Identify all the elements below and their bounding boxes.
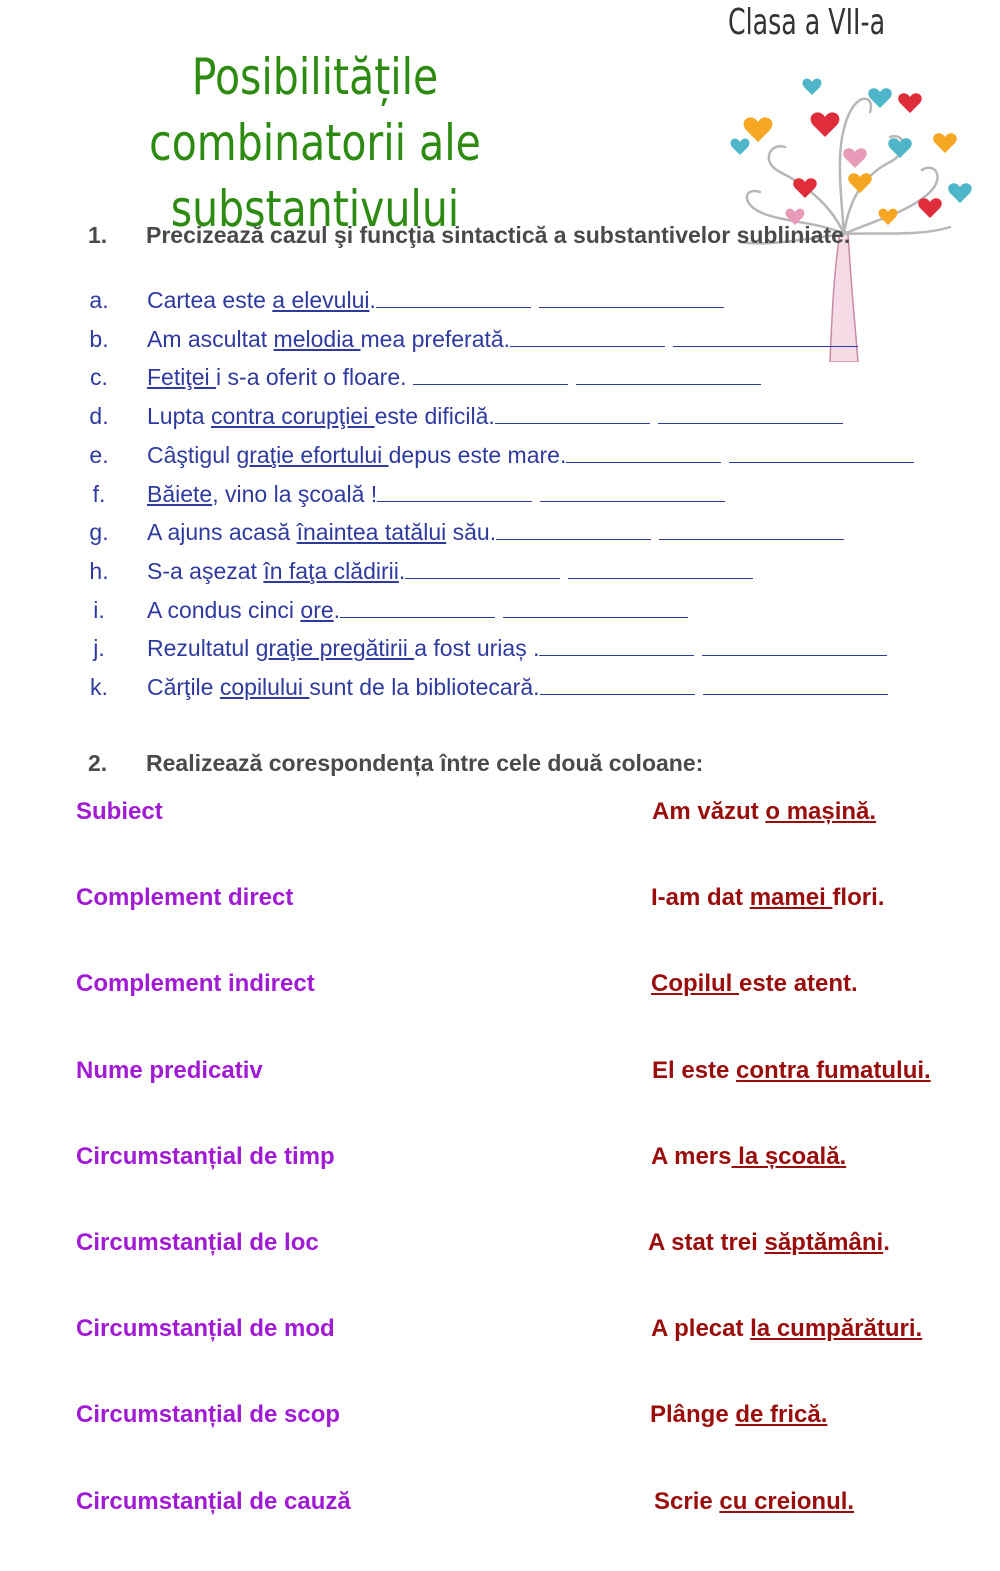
item-letter: b. <box>89 325 109 352</box>
item-letter: k. <box>90 674 108 700</box>
answer-blank-case[interactable] <box>539 635 694 656</box>
answer-blank-case[interactable] <box>340 597 495 618</box>
underlined-part: Copilul <box>651 970 739 998</box>
sentence-text: flori. <box>832 884 885 912</box>
item-sentence <box>147 591 688 629</box>
answer-blank-case[interactable] <box>540 674 695 695</box>
sentence-text: . <box>398 557 406 584</box>
answer-blank-case[interactable] <box>566 442 721 463</box>
title-line-1: Posibilitățile combinatorii ale <box>149 48 481 172</box>
sentence-text: mea preferată. <box>360 325 511 352</box>
answer-blank-function[interactable] <box>568 558 753 579</box>
sentence-text: S-a aşezat <box>147 557 264 584</box>
exercise-1-text: Precizează cazul şi funcţia sintactică a substantivelor subliniate. <box>146 222 851 248</box>
sentence-text: Scrie <box>654 1487 720 1515</box>
sentence-text: Rezultatul <box>147 635 256 662</box>
underlined-noun: Băiete <box>147 480 213 507</box>
answer-blank-case[interactable] <box>510 326 665 347</box>
item-letter: f. <box>92 480 106 507</box>
underlined-noun: Fetiţei <box>147 364 217 391</box>
sentence-text: Plânge <box>650 1401 736 1429</box>
sentence-text: A mers <box>651 1142 732 1170</box>
underlined-part: mamei <box>749 884 833 912</box>
answer-blank-function[interactable] <box>729 442 914 463</box>
underlined-part: săptămâni <box>764 1229 884 1256</box>
item-letter: e. <box>89 441 109 468</box>
item-sentence <box>147 397 843 435</box>
answer-blank-function[interactable] <box>540 481 725 502</box>
sentence-text: A stat trei <box>648 1229 765 1256</box>
page-title <box>10 44 620 242</box>
item-sentence <box>147 436 914 474</box>
sentence-text: . <box>333 596 341 623</box>
underlined-noun: graţie pregătirii <box>255 635 415 662</box>
underlined-part: de frică. <box>735 1401 828 1429</box>
item-sentence <box>147 475 725 513</box>
underlined-part: cu creionul. <box>719 1487 855 1515</box>
sentence-text: depus este mare. <box>388 441 567 468</box>
example-sentence-item[interactable] <box>654 1488 854 1516</box>
item-letter: g. <box>89 519 109 546</box>
example-sentence-item[interactable] <box>650 1401 827 1429</box>
sentence-text: este atent. <box>738 970 858 998</box>
example-sentence-item[interactable] <box>651 1143 846 1171</box>
underlined-noun: copilului <box>219 674 310 700</box>
underlined-part: la cumpărături. <box>750 1315 923 1343</box>
item-sentence <box>147 552 753 590</box>
underlined-part: la școală. <box>731 1142 847 1170</box>
underlined-noun: contra corupţiei <box>210 403 375 430</box>
sentence-text: Lupta <box>147 403 211 430</box>
item-sentence <box>147 320 858 358</box>
underlined-noun: înaintea tatălui <box>296 519 447 546</box>
answer-blank-case[interactable] <box>376 287 531 308</box>
item-letter: j. <box>93 635 105 662</box>
underlined-noun: a elevului <box>272 287 370 313</box>
underlined-noun: melodia <box>273 325 361 352</box>
underlined-noun: în faţa clădirii <box>263 557 399 584</box>
item-sentence <box>147 668 888 706</box>
sentence-text: Cărţile <box>147 674 220 700</box>
exercise-1-instruction <box>88 219 878 251</box>
syntactic-function-item[interactable]: Circumstanțial de timp <box>76 1142 335 1170</box>
syntactic-function-item[interactable]: Circumstanțial de cauză <box>76 1487 351 1515</box>
exercise-2-instruction <box>88 747 703 779</box>
sentence-text: Câştigul <box>147 441 237 468</box>
answer-blank-case[interactable] <box>377 481 532 502</box>
sentence-text: său. <box>446 519 497 546</box>
sentence-text: sunt de la bibliotecară. <box>309 674 540 700</box>
item-letter: i. <box>93 596 105 623</box>
syntactic-function-item[interactable]: Circumstanțial de scop <box>76 1401 341 1429</box>
syntactic-function-item[interactable]: Complement indirect <box>76 970 315 998</box>
sentence-text: Am văzut <box>652 798 766 825</box>
example-sentence-item[interactable] <box>651 1315 922 1343</box>
item-sentence <box>147 281 724 319</box>
underlined-part: contra fumatului. <box>736 1056 931 1084</box>
sentence-text: i s-a oferit o floare. <box>216 364 413 391</box>
answer-blank-function[interactable] <box>673 326 858 347</box>
sentence-text: I-am dat <box>651 884 750 912</box>
answer-blank-function[interactable] <box>503 597 688 618</box>
example-sentence-item[interactable] <box>652 1057 931 1085</box>
example-sentence-item[interactable] <box>652 798 876 826</box>
sentence-text: este dificilă. <box>374 403 495 430</box>
syntactic-function-item[interactable]: Circumstanțial de mod <box>76 1315 335 1343</box>
item-sentence <box>147 358 761 396</box>
grade-label: Clasa a VII-a <box>728 2 886 43</box>
example-sentence-item[interactable] <box>651 884 884 912</box>
sentence-text: , vino la şcoală ! <box>212 480 378 507</box>
heart-tree-illustration <box>700 62 980 362</box>
sentence-text: a fost uriaș . <box>414 635 540 662</box>
answer-blank-case[interactable] <box>413 364 568 385</box>
underlined-part: o mașină. <box>765 798 877 825</box>
sentence-text: A ajuns acasă <box>147 519 297 546</box>
item-sentence <box>147 513 844 551</box>
item-letter: d. <box>89 403 109 430</box>
item-sentence <box>147 629 887 667</box>
underlined-noun: graţie efortului <box>236 441 389 468</box>
underlined-noun: ore <box>300 596 334 623</box>
sentence-text: A condus cinci <box>147 596 301 623</box>
exercise-1-number: 1. <box>88 222 108 248</box>
item-letter: h. <box>89 557 109 584</box>
answer-blank-function[interactable] <box>702 635 887 656</box>
item-letter: a. <box>89 287 109 313</box>
answer-blank-function[interactable] <box>576 364 761 385</box>
example-sentence-item[interactable] <box>651 970 858 998</box>
sentence-text: . <box>883 1229 890 1256</box>
syntactic-function-item[interactable]: Circumstanțial de loc <box>76 1229 319 1256</box>
answer-blank-case[interactable] <box>496 519 651 540</box>
exercise-2-number: 2. <box>88 750 108 776</box>
answer-blank-function[interactable] <box>539 287 724 308</box>
sentence-text: . <box>369 287 376 313</box>
title-line-2: substantivului <box>170 180 460 238</box>
exercise-2-text: Realizează corespondența între cele două coloane: <box>146 750 704 776</box>
item-letter: c. <box>90 364 108 391</box>
answer-blank-function[interactable] <box>659 519 844 540</box>
sentence-text: El este <box>652 1056 737 1084</box>
answer-blank-function[interactable] <box>658 403 843 424</box>
answer-blank-case[interactable] <box>405 558 560 579</box>
syntactic-function-item[interactable]: Complement direct <box>76 884 294 912</box>
sentence-text: A plecat <box>651 1315 751 1343</box>
answer-blank-function[interactable] <box>703 674 888 695</box>
answer-blank-case[interactable] <box>495 403 650 424</box>
example-sentence-item[interactable] <box>648 1229 890 1257</box>
syntactic-function-item[interactable]: Nume predicativ <box>76 1056 263 1084</box>
sentence-text: Cartea este <box>147 287 273 313</box>
syntactic-function-item[interactable]: Subiect <box>76 798 163 825</box>
sentence-text: Am ascultat <box>147 325 274 352</box>
